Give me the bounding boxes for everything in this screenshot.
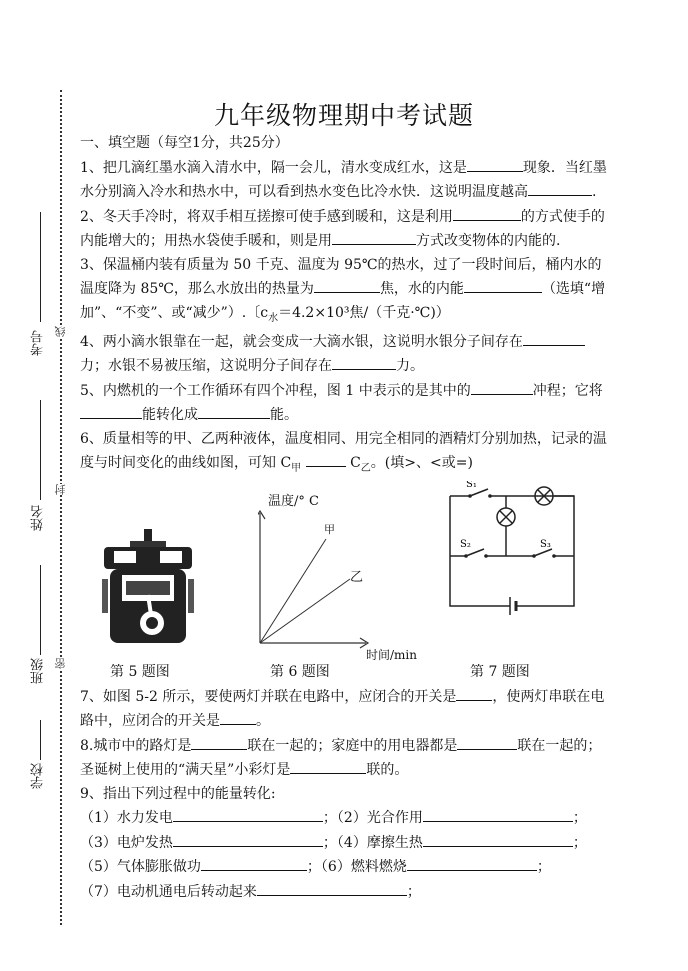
class-label: 班级 (31, 658, 46, 684)
q5-blank-2[interactable] (80, 403, 142, 419)
graph-y-label: 温度/° C (268, 493, 319, 509)
seal-mark-seal: 封 (54, 484, 67, 495)
question-7 (80, 685, 612, 734)
q9-sep: ； (572, 810, 587, 827)
q7-blank-2[interactable] (220, 709, 256, 725)
temperature-time-graph (258, 493, 448, 663)
q9-blank-3[interactable] (173, 831, 323, 847)
q5-text-b: 冲程；它将 (532, 382, 603, 399)
q9-blank-2[interactable] (423, 806, 573, 822)
q3-text-b: 焦，水的内能 (379, 281, 464, 297)
s3-label: S₃ (540, 538, 551, 550)
q4-blank-1[interactable] (523, 330, 585, 346)
q2-text-c: 方式改变物体的内能的. (416, 233, 561, 249)
circuit-diagram (440, 481, 580, 621)
figures-row (80, 481, 612, 681)
q3-text-d: ＝4.2×10³焦/（千克·℃)） (278, 304, 450, 321)
q9-row-1 (80, 806, 612, 831)
switch-s3 (534, 549, 552, 556)
seal-mark-line: 线 (54, 326, 67, 337)
q9-blank-1[interactable] (173, 806, 323, 822)
question-1 (80, 156, 612, 205)
q2-text-b: 的方式使手的内能增大的；用热水袋使手暖和，则是用 (80, 208, 605, 249)
q9-blank-6[interactable] (407, 855, 537, 871)
q9-item-7: （7）电动机通电后转动起来 (80, 883, 257, 900)
q1-text-a: 1、把几滴红墨水滴入清水中，隔一会儿，清水变成红水，这是 (80, 159, 467, 176)
q9-item-2: （2）光合作用 (336, 810, 423, 827)
q9-item-6: （6）燃料燃烧 (320, 859, 407, 876)
caption-figure-7: 第 7 题图 (470, 663, 530, 680)
q2-blank-1[interactable] (453, 205, 521, 221)
exam-body (80, 132, 612, 904)
q8-blank-2[interactable] (457, 734, 517, 750)
y-axis-arrow (258, 511, 265, 519)
q3-subscript-water: 水 (268, 312, 279, 324)
q9-sep: ； (322, 810, 337, 827)
q4-blank-2[interactable] (332, 354, 396, 370)
q9-sep: ； (536, 859, 551, 876)
q5-text-d: 能。 (270, 407, 298, 424)
binding-dotted-line (60, 90, 62, 925)
q3-text-a: 3、保温桶内装有质量为 50 千克、温度为 95℃的热水，过了一段时间后，桶内水的温度降为 85℃，那么水放出的热量为 (80, 256, 602, 297)
q9-sep: ； (322, 834, 337, 851)
exam-no-label: 考号 (31, 330, 46, 356)
q2-text-a: 2、冬天手冷时，将双手相互搓擦可使手感到暖和，这是利用 (80, 208, 453, 225)
q7-text-a: 7、如图 5-2 所示，要使两灯并联在电路中，应闭合的开关是 (80, 688, 457, 705)
q7-blank-1[interactable] (456, 685, 492, 701)
q9-row-3 (80, 855, 612, 880)
class-underline (40, 565, 41, 655)
q1-text-b: 现象．当红墨水分别滴入冷水和热水中，可以看到热水变色比冷水快．这说明温度越高 (80, 159, 607, 200)
q7-text-b: ，使两灯串联在电路中，应闭合的开关是 (80, 688, 605, 730)
q4-text-a: 4、两小滴水银靠在一起，就会变成一大滴水银，这说明水银分子间存在 (80, 333, 523, 350)
q6-text-a: 6、质量相等的甲、乙两种液体，温度相同、用完全相同的酒精灯分别加热，记录的温度与时间变化的曲线如图，可知 C (80, 430, 607, 472)
switch-s1 (470, 489, 488, 496)
graph-x-label: 时间/min (366, 647, 417, 662)
q1-blank-2[interactable] (528, 180, 592, 196)
q3-blank-1[interactable] (314, 277, 380, 293)
q3-blank-2[interactable] (464, 277, 542, 293)
question-4 (80, 330, 612, 379)
line-b-label: 乙 (350, 569, 364, 585)
name-underline (40, 400, 41, 500)
q6-blank-1[interactable] (306, 451, 346, 467)
question-6 (80, 428, 612, 481)
q4-text-b: 力；水银不易被压缩，这说明分子间存在 (80, 358, 332, 375)
q9-sep: ； (572, 834, 587, 851)
q9-item-4: （4）摩擦生热 (336, 834, 423, 851)
q9-sep: ； (306, 859, 321, 876)
q9-row-4 (80, 880, 612, 905)
switch-s2 (466, 549, 484, 556)
q5-text-a: 5、内燃机的一个工作循环有四个冲程，图 1 中表示的是其中的 (80, 382, 471, 399)
q9-item-1: （1）水力发电 (80, 810, 173, 827)
q6-text-b: C (350, 455, 361, 472)
q7-text-c: 。 (256, 713, 270, 730)
q2-blank-2[interactable] (332, 229, 416, 245)
caption-figure-5: 第 5 题图 (110, 663, 170, 680)
q5-blank-1[interactable] (471, 379, 533, 395)
q5-blank-3[interactable] (198, 403, 270, 419)
question-9-intro: 9、指出下列过程中的能量转化: (80, 785, 276, 802)
q8-text-a: 8.城市中的路灯是 (80, 737, 192, 754)
s1-label: S₁ (466, 480, 477, 490)
q6-subscript-a: 甲 (291, 463, 302, 475)
s2-label: S₂ (460, 538, 471, 550)
q9-blank-5[interactable] (201, 855, 307, 871)
q1-blank-1[interactable] (467, 156, 523, 172)
caption-figure-6: 第 6 题图 (270, 663, 330, 680)
q6-subscript-b: 乙 (360, 463, 371, 475)
section-heading: 一、填空题（每空1分，共25分） (80, 135, 289, 151)
q8-text-b: 联在一起的；家庭中的用电器都是 (247, 737, 458, 754)
q1-text-c: . (592, 184, 597, 200)
exam-title: 九年级物理期中考试题 (213, 101, 474, 130)
q5-text-c: 能转化成 (142, 407, 198, 424)
school-underline (40, 720, 41, 760)
name-label: 姓名 (31, 505, 46, 531)
line-a-label: 甲 (324, 522, 335, 536)
q8-text-c: 联在一起的；圣诞树上使用的“满天星”小彩灯是 (80, 737, 602, 779)
q8-blank-3[interactable] (290, 758, 366, 774)
engine-cylinder-figure (100, 529, 200, 649)
exam-no-underline (40, 212, 41, 322)
q3-text-c: （选填“增加”、“不变”、或“减少”）.〔c (80, 281, 606, 321)
school-label: 学校 (31, 763, 46, 789)
q4-text-c: 力。 (396, 358, 424, 375)
seal-mark-secret: 密 (54, 658, 67, 669)
q8-blank-1[interactable] (191, 734, 247, 750)
q9-item-5: （5）气体膨胀做功 (80, 859, 201, 876)
question-2 (80, 205, 612, 254)
q9-sep: ； (406, 883, 421, 900)
q8-text-d: 联的。 (366, 762, 409, 779)
line-b (260, 579, 350, 643)
question-8 (80, 734, 612, 783)
question-5 (80, 379, 612, 428)
question-3 (80, 254, 612, 330)
q6-text-c: 。(填>、<或=) (370, 455, 473, 472)
q9-row-2 (80, 831, 612, 856)
line-a (260, 539, 326, 643)
q9-item-3: （3）电炉发热 (80, 834, 173, 851)
q9-blank-4[interactable] (423, 831, 573, 847)
q9-blank-7[interactable] (257, 880, 407, 896)
